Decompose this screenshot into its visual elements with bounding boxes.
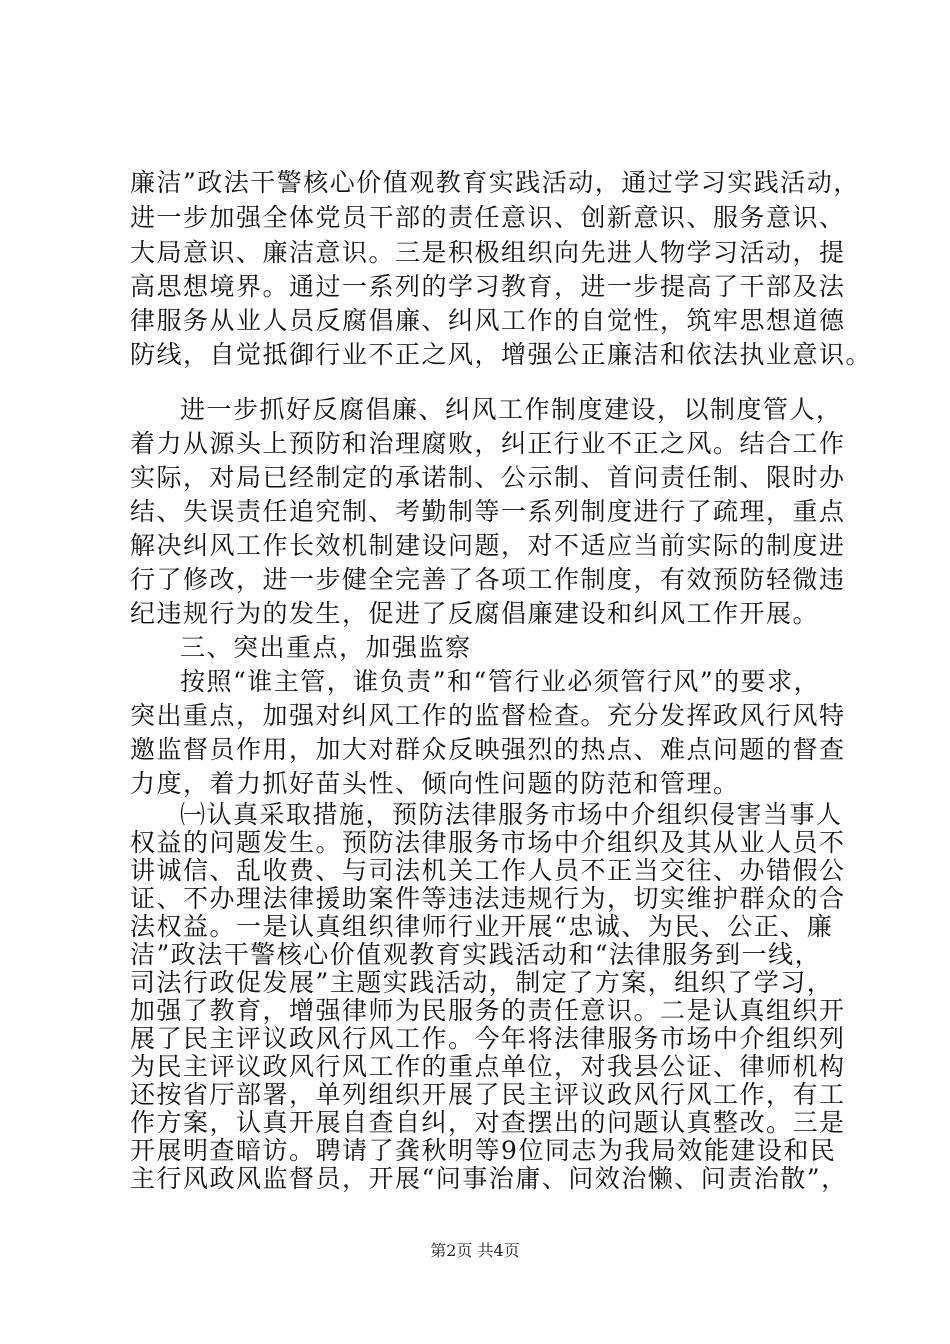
- text-line: 司法行政促发展”主题实践活动，制定了方案，组织了学习，: [130, 968, 834, 997]
- text-line: 进一步抓好反腐倡廉、纠风工作制度建设，以制度管人，: [180, 395, 843, 424]
- text-line: 行了修改，进一步健全完善了各项工作制度，有效预防轻微违: [130, 565, 846, 594]
- text-line: 结、失误责任追究制、考勤制等一系列制度进行了疏理，重点: [130, 497, 846, 526]
- text-line: 三、突出重点，加强监察: [180, 633, 472, 662]
- text-line: 讲诚信、乱收费、与司法机关工作人员不正当交往、办错假公: [130, 856, 846, 885]
- text-line: 为民主评议政风行风工作的重点单位，对我县公证、律师机构: [130, 1052, 846, 1081]
- text-line: 力度，着力抓好苗头性、倾向性问题的防范和管理。: [130, 769, 740, 798]
- page-footer: 第2页 共4页: [430, 1241, 520, 1260]
- text-line: 作方案，认真开展自查自纠，对查摆出的问题认真整改。三是: [130, 1108, 846, 1137]
- text-line: 展了民主评议政风行风工作。今年将法律服务市场中介组织列: [130, 1024, 846, 1053]
- text-line: 解决纠风工作长效机制建设问题，对不适应当前实际的制度进: [130, 531, 846, 560]
- text-line: 还按省厅部署，单列组织开展了民主评议政风行风工作，有工: [130, 1080, 846, 1109]
- text-line: 实际，对局已经制定的承诺制、公示制、首问责任制、限时办: [130, 463, 846, 492]
- text-line: 权益的问题发生。预防法律服务市场中介组织及其从业人员不: [130, 828, 846, 857]
- text-line: 进一步加强全体党员干部的责任意识、创新意识、服务意识、: [130, 203, 846, 232]
- text-line: 廉洁”政法干警核心价值观教育实践活动，通过学习实践活动，: [130, 168, 860, 197]
- text-line: 开展明查暗访。聘请了龚秋明等9位同志为我局效能建设和民: [130, 1136, 837, 1165]
- text-line: 法权益。一是认真组织律师行业开展“忠诚、为民、公正、廉: [130, 912, 834, 941]
- text-line: ㈠认真采取措施，预防法律服务市场中介组织侵害当事人: [180, 800, 843, 829]
- text-line: 高思想境界。通过一系列的学习教育，进一步提高了干部及法: [130, 272, 846, 301]
- text-line: 主行风政风监督员，开展“问事治庸、问效治懒、问责治散”，: [130, 1164, 848, 1193]
- text-line: 律服务从业人员反腐倡廉、纠风工作的自觉性，筑牢思想道德: [130, 306, 846, 335]
- text-line: 洁”政法干警核心价值观教育实践活动和“法律服务到一线，: [130, 940, 822, 969]
- text-line: 防线，自觉抵御行业不正之风，增强公正廉洁和依法执业意识。: [130, 340, 873, 369]
- text-line: 纪违规行为的发生，促进了反腐倡廉建设和纠风工作开展。: [130, 599, 820, 628]
- text-line: 证、不办理法律援助案件等违法违规行为，切实维护群众的合: [130, 884, 846, 913]
- text-line: 着力从源头上预防和治理腐败，纠正行业不正之风。结合工作: [130, 429, 846, 458]
- text-line: 突出重点，加强对纠风工作的监督检查。充分发挥政风行风特: [130, 701, 846, 730]
- text-line: 加强了教育，增强律师为民服务的责任意识。二是认真组织开: [130, 996, 846, 1025]
- text-line: 按照“谁主管，谁负责”和“管行业必须管行风”的要求，: [180, 667, 821, 696]
- text-line: 邀监督员作用，加大对群众反映强烈的热点、难点问题的督查: [130, 735, 846, 764]
- text-line: 大局意识、廉洁意识。三是积极组织向先进人物学习活动，提: [130, 238, 846, 267]
